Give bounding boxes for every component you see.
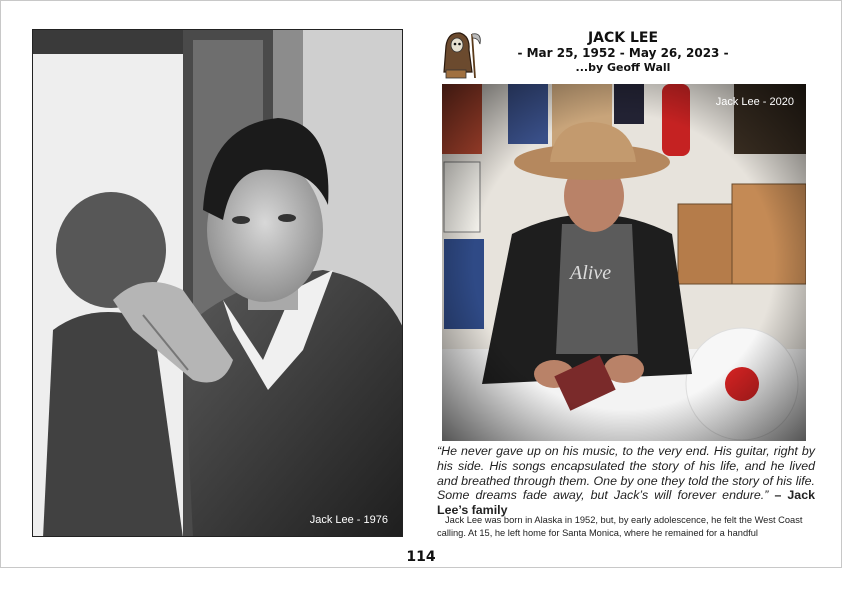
photo-1976 bbox=[32, 29, 403, 537]
grim-reaper-icon bbox=[432, 28, 482, 80]
obituary-header bbox=[478, 30, 768, 75]
article-body: Jack Lee was born in Alaska in 1952, but, by early adolescence, he felt the West Coast calling. At 15, he left home for Santa Monica, where he remained for a handful bbox=[437, 515, 803, 538]
photo-1976-illustration bbox=[33, 30, 403, 537]
photo-2020 bbox=[442, 84, 806, 441]
family-quote-text: “He never gave up on his music, to the very end. His guitar, right by his side. His songs encapsulated the story of his life, and he lived and breathed through them. One by one they told the story of his life. Some dreams fade away, but Jack’s will forever endure.” bbox=[437, 444, 815, 503]
page-frame-top bbox=[0, 0, 842, 1]
family-quote-attribution: – Jack Lee’s family bbox=[437, 488, 815, 518]
page-frame-left bbox=[0, 0, 1, 568]
photo-2020-caption: Jack Lee - 2020 bbox=[715, 96, 794, 108]
photo-1976-caption: Jack Lee - 1976 bbox=[309, 514, 388, 526]
obituary-name: JACK LEE bbox=[587, 30, 659, 46]
page-number: 114 bbox=[406, 549, 436, 565]
obituary-byline: ...by Geoff Wall bbox=[575, 61, 671, 74]
photo-2020-illustration bbox=[442, 84, 806, 441]
obituary-dates: - Mar 25, 1952 - May 26, 2023 - bbox=[517, 46, 729, 60]
page-frame-bottom bbox=[0, 567, 842, 568]
family-quote bbox=[437, 444, 815, 518]
